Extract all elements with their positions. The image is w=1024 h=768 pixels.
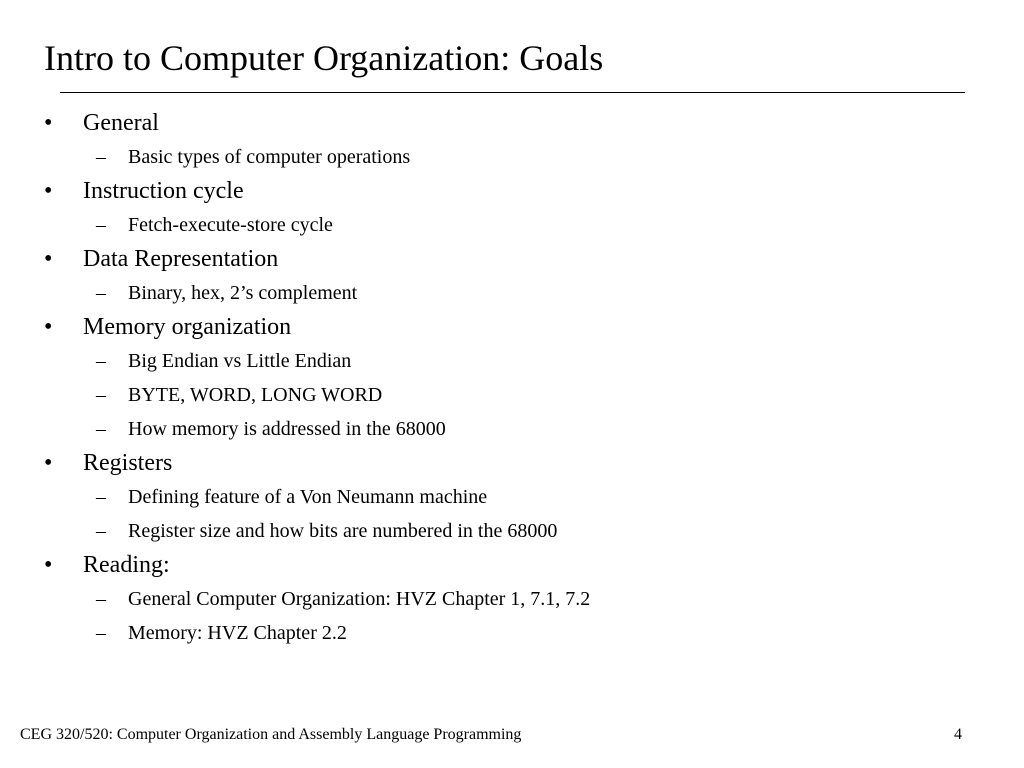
dash-marker: – xyxy=(96,486,106,508)
dash-marker: – xyxy=(96,520,106,542)
dash-marker: – xyxy=(96,418,106,440)
page-number: 4 xyxy=(954,726,962,743)
bullet-item xyxy=(44,242,984,276)
dash-marker: – xyxy=(96,214,106,236)
sub-bullet-label: Register size and how bits are numbered in the 68000 xyxy=(128,520,558,542)
dash-marker: – xyxy=(96,384,106,406)
dash-marker: – xyxy=(96,350,106,372)
sub-bullet-label: Binary, hex, 2’s complement xyxy=(128,282,358,304)
sub-bullet-item xyxy=(44,344,984,378)
bullet-group-instruction-cycle xyxy=(44,174,984,242)
bullet-group-reading xyxy=(44,548,984,650)
bullet-item xyxy=(44,310,984,344)
bullet-label: General xyxy=(83,110,159,136)
sub-bullet-item xyxy=(44,514,984,548)
dash-marker: – xyxy=(96,588,106,610)
title-divider xyxy=(60,92,965,93)
sub-bullet-label: General Computer Organization: HVZ Chapter 1, 7.1, 7.2 xyxy=(128,588,591,610)
bullet-marker: • xyxy=(44,450,53,476)
sub-bullet-label: How memory is addressed in the 68000 xyxy=(128,418,446,440)
bullet-label: Memory organization xyxy=(83,314,292,340)
bullet-marker: • xyxy=(44,110,53,136)
bullet-label: Data Representation xyxy=(83,246,279,272)
bullet-label: Instruction cycle xyxy=(83,178,244,204)
dash-marker: – xyxy=(96,622,106,644)
sub-bullet-label: Fetch-execute-store cycle xyxy=(128,214,333,236)
sub-bullet-item xyxy=(44,616,984,650)
sub-bullet-label: Big Endian vs Little Endian xyxy=(128,350,352,372)
bullet-list xyxy=(44,106,984,650)
bullet-group-data-representation xyxy=(44,242,984,310)
bullet-label: Reading: xyxy=(83,552,170,578)
bullet-item xyxy=(44,446,984,480)
bullet-marker: • xyxy=(44,314,53,340)
dash-marker: – xyxy=(96,146,106,168)
bullet-item xyxy=(44,548,984,582)
sub-bullet-item xyxy=(44,582,984,616)
bullet-marker: • xyxy=(44,178,53,204)
sub-bullet-item xyxy=(44,276,984,310)
sub-bullet-label: Basic types of computer operations xyxy=(128,146,411,168)
bullet-label: Registers xyxy=(83,450,173,476)
slide-title: Intro to Computer Organization: Goals xyxy=(44,38,604,78)
sub-bullet-label: Memory: HVZ Chapter 2.2 xyxy=(128,622,347,644)
sub-bullet-label: Defining feature of a Von Neumann machine xyxy=(128,486,488,508)
footer-course-title: CEG 320/520: Computer Organization and Assembly Language Programming xyxy=(20,726,522,743)
sub-bullet-item xyxy=(44,412,984,446)
sub-bullet-item xyxy=(44,208,984,242)
bullet-item xyxy=(44,174,984,208)
bullet-group-memory-organization xyxy=(44,310,984,446)
bullet-group-registers xyxy=(44,446,984,548)
sub-bullet-item xyxy=(44,140,984,174)
bullet-item xyxy=(44,106,984,140)
bullet-marker: • xyxy=(44,552,53,578)
bullet-group-general xyxy=(44,106,984,174)
dash-marker: – xyxy=(96,282,106,304)
sub-bullet-item xyxy=(44,480,984,514)
sub-bullet-label: BYTE, WORD, LONG WORD xyxy=(128,384,383,406)
sub-bullet-item xyxy=(44,378,984,412)
bullet-marker: • xyxy=(44,246,53,272)
